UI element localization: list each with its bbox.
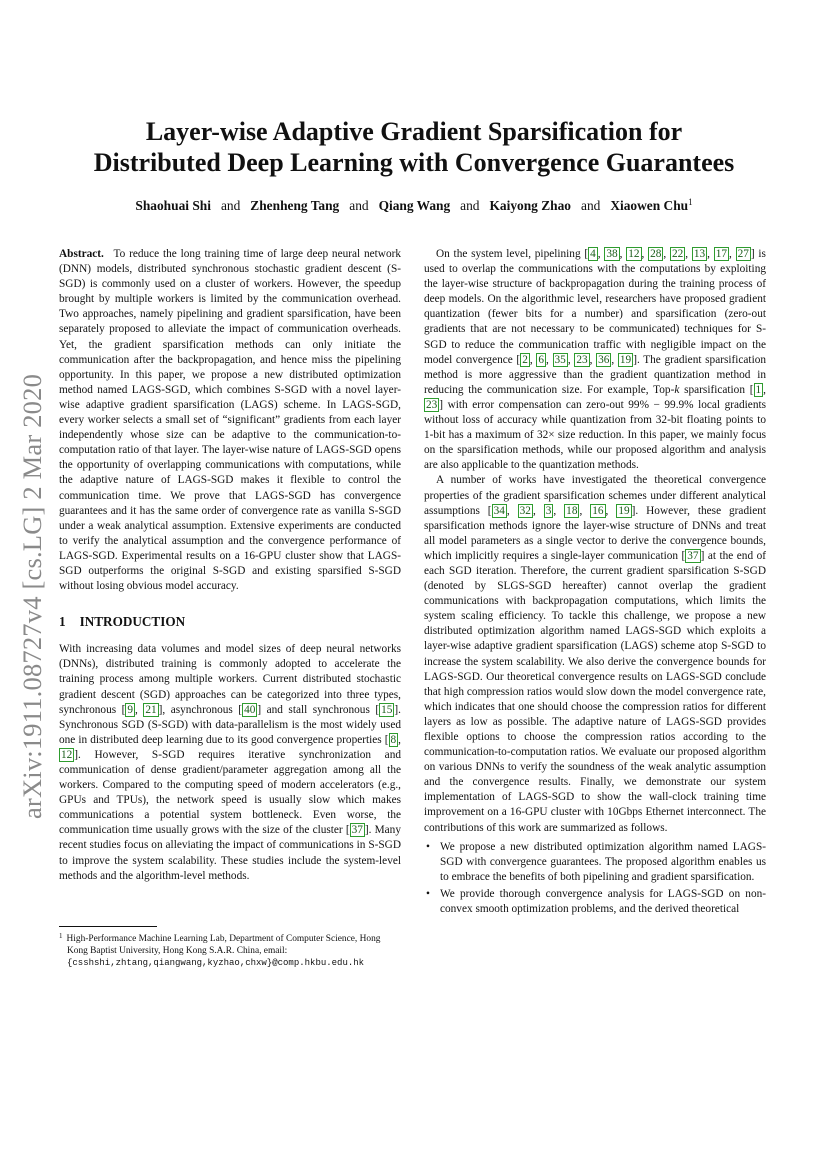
footnote-mark: 1 — [59, 932, 63, 940]
section-title: INTRODUCTION — [79, 614, 186, 630]
text-run: ] with error compensation can zero-out 99% − 99.9% local gradients without loss of accuracy while quantization from 32-bit floating points to 1-bit has a maximum of 32× size reduction. In this paper, we mainly focus on the sparsification methods, while our proposed algorithm and analysis are also applicable to the quantization methods. — [424, 398, 766, 472]
citation-link[interactable]: 12 — [61, 748, 73, 761]
citation-link[interactable]: 13 — [693, 248, 706, 260]
text-run: On the system level, pipelining [ — [436, 248, 589, 260]
arxiv-stamp — [8, 356, 58, 836]
left-column — [59, 247, 401, 884]
citation-link[interactable]: 35 — [554, 353, 566, 366]
citation-link[interactable]: 19 — [619, 353, 632, 366]
citation-group: 34 , 32 , 3 , 18 , 16 , 19 — [493, 504, 630, 517]
text-run: ]. Many recent studies focus on alleviating the impact of communications in S-SGD to improve the system scalability. These studies include the system-level methods and the algorithm-level methods. — [59, 824, 401, 882]
citation-link[interactable]: 8 — [390, 733, 397, 746]
intro-paragraph — [59, 642, 401, 884]
author-name: Qiang Wang — [378, 198, 451, 213]
author-name: Shaohuai Shi — [135, 198, 211, 213]
citation-link[interactable]: 21 — [145, 703, 157, 716]
citation-link[interactable]: 22 — [671, 248, 684, 260]
list-item-text: We provide thorough convergence analysis for LAGS-SGD on non-convex smooth optimization problems, and the derived theoretical — [440, 887, 766, 916]
citation-link[interactable]: 37 — [351, 824, 363, 837]
math-k: k — [674, 383, 680, 396]
citation-group: 1 , 23 — [426, 383, 766, 411]
title-line-2: Distributed Deep Learning with Convergence Guarantees — [93, 148, 735, 177]
citation-link[interactable]: 27 — [737, 248, 749, 260]
footnote-email[interactable]: {csshshi,zhtang,qiangwang,kyzhao,chxw}@comp.hkbu.edu.hk — [67, 958, 365, 968]
abstract-label: Abstract. — [59, 248, 104, 260]
paper-title — [40, 116, 788, 178]
citation-group: 2 , 6 , 35 , 23 , 36 , 19 — [522, 353, 632, 366]
author-separator: and — [220, 198, 241, 213]
citation-link[interactable]: 17 — [715, 248, 728, 260]
text-run: , — [135, 703, 144, 716]
author-name: Xiaowen Chu — [610, 198, 689, 213]
citation-link[interactable]: 16 — [592, 504, 604, 517]
text-run: ], asynchronous [ — [158, 703, 243, 716]
abstract-text: To reduce the long training time of large deep neural network (DNN) models, distributed synchronous stochastic gradient descent (S-SGD) is commonly used on a cluster of workers. However, the speedup brought by multiple workers is limited by the communication overhead. Two approaches, namely pipelining and gradient sparsification, have been separately proposed to alleviate the impact of communication overheads. Yet, the gradient sparsification methods can only initiate the communication after the backpropagation, and hence miss the pipelining opportunity. In this paper, we propose a new distributed optimization method named LAGS-SGD, which combines S-SGD with a novel layer-wise adaptive gradient sparsification (LAGS) scheme. In LAGS-SGD, every worker selects a small set of “significant” gradients from each layer independently whose size can be adaptive to the communication-to-computation ratio of that layer. The layer-wise nature of LAGS-SGD opens the opportunity of overlapping communications with computations, while the adaptive nature of LAGS-SGD makes it flexible to control the communication time. We prove that LAGS-SGD has convergence guarantees and it has the same order of convergence rate as vanilla S-SGD under a weak analytical assumption. Extensive experiments are conducted to verify the analytical assumption and the convergence performance of LAGS-SGD. Experimental results on a 16-GPU cluster show that LAGS-SGD outperforms the original S-SGD and existing sparsified S-SGD without losing obvious model accuracy. — [59, 248, 401, 593]
text-run: ] and stall synchronous [ — [257, 703, 380, 716]
footnote-rule — [59, 926, 157, 927]
convergence-paragraph — [424, 473, 766, 835]
citation-link[interactable]: 18 — [566, 504, 578, 517]
citation-link[interactable]: 37 — [687, 549, 699, 562]
citation-link[interactable]: 2 — [522, 353, 528, 366]
list-item-text: We propose a new distributed optimization algorithm named LAGS-SGD with convergence guarantees. The proposed algorithm enables us to embrace the benefits of both pipelining and gradient sparsification. — [440, 840, 766, 883]
text-run: ]. However, S-SGD requires iterative synchronization and communication of dense gradient/parameter aggregation among all the workers. Compared to the computing speed of modern accelerators (e.g., GPUs and TPUs), the network speed is usually slow which makes communications a potential system bottleneck. Even worse, the communication time usually grows with the size of the cluster [ — [59, 748, 401, 837]
author-name: Zhenheng Tang — [250, 198, 340, 213]
list-item — [424, 887, 766, 917]
bullet-icon: • — [426, 887, 430, 900]
section-heading — [59, 614, 401, 629]
author-footnote-mark: 1 — [688, 197, 693, 207]
citation-link[interactable]: 4 — [590, 248, 596, 260]
section-number: 1 — [59, 614, 66, 630]
text-run: sparsification [ — [679, 383, 754, 396]
text-run: ] at the end of each SGD iteration. Therefore, the current gradient sparsification S-SGD (denoted by SLGS-SGD hereafter) cannot overlap the gradient communications with backpropagation computations, which limits the system scaling efficiency. To tackle this challenge, we propose a new distributed optimization algorithm named LAGS-SGD which exploits a layer-wise adaptive gradient sparsification (LAGS) scheme atop S-SGD to increase the system scalability. We also derive the convergence bounds for LAGS-SGD. Our theoretical convergence results on LAGS-SGD conclude that high compression ratios would slow down the model convergence rate, which indicates that one should choose the compression ratios for different layers as low as possible. The adaptive nature of LAGS-SGD provides flexible options to choose the compression ratios according to the communication-to-computation ratios. We evaluate our proposed algorithm on various DNNs to verify the soundness of the weak analytic assumption and the convergence results. Finally, we demonstrate our system implementation of LAGS-SGD to show the wall-clock training time improvement on a 16-GPU cluster with 10Gbps Ethernet interconnect. The contributions of this work are summarized as follows. — [424, 549, 766, 834]
contribution-list — [424, 840, 766, 917]
right-column — [424, 247, 766, 919]
citation-link[interactable]: 36 — [598, 353, 610, 366]
citation-link[interactable]: 34 — [493, 504, 505, 517]
author-separator: and — [581, 198, 601, 213]
citation-link[interactable]: 15 — [381, 703, 393, 716]
citation-group: 4 , 38 , 12 , 28 , 22 , 13 , 17 , 27 — [590, 248, 749, 260]
author-list — [40, 198, 788, 214]
author-separator: and — [460, 198, 480, 213]
author-separator: and — [349, 198, 369, 213]
footnote — [59, 926, 401, 969]
citation-link[interactable]: 38 — [606, 248, 618, 260]
text-run: ] is used to overlap the communications with the computations by exploiting the layer-wise structure of backpropagation during the training process of deep models. On the algorithmic level, researchers have proposed gradient quantization (fewer bits for a number) and sparsification (zero-out gradients that are not necessary to be communicated) techniques for S-SGD to reduce the communication traffic with negligible impact on the model convergence [ — [424, 248, 766, 366]
footnote-text — [59, 933, 401, 969]
citation-link[interactable]: 32 — [519, 504, 531, 517]
citation-link[interactable]: 23 — [426, 398, 438, 411]
citation-link[interactable]: 9 — [127, 703, 134, 716]
text-run: , — [398, 733, 401, 746]
footnote-body: High-Performance Machine Learning Lab, Department of Computer Science, Hong Kong Baptist University, Hong Kong S.A.R. China, email: — [66, 934, 381, 956]
citation-link[interactable]: 40 — [244, 703, 256, 716]
citation-link[interactable]: 19 — [618, 504, 630, 517]
citation-link[interactable]: 3 — [545, 504, 552, 517]
text-run: ]. The gradient sparsification method is more aggressive than the gradient quantization method in reducing the communication size. For example, Top- — [424, 353, 767, 396]
text-run: ]. However, these gradient sparsification methods ignore the layer-wise structure of DNNs and treat all model parameters as a single vector to derive the convergence bounds, which implicitly requires a single-layer communication [ — [424, 504, 767, 562]
citation-link[interactable]: 6 — [538, 353, 545, 366]
text-run: ]. Synchronous SGD (S-SGD) with data-parallelism is the most widely used one in distributed deep learning due to its good convergence properties [ — [59, 703, 401, 746]
citation-link[interactable]: 28 — [650, 248, 662, 260]
text-run: A number of works have investigated the theoretical convergence properties of the gradient sparsification schemes under different analytical assumptions [ — [424, 474, 766, 517]
citation-link[interactable]: 23 — [576, 353, 588, 366]
system-level-paragraph — [424, 247, 766, 473]
bullet-icon: • — [426, 840, 430, 853]
title-line-1: Layer-wise Adaptive Gradient Sparsification for — [145, 117, 683, 146]
citation-link[interactable]: 12 — [628, 248, 640, 260]
text-run: With increasing data volumes and model sizes of deep neural networks (DNNs), distributed training is commonly adopted to accelerate the training process among multiple workers. Current distributed stochastic gradient descent (SGD) approaches can be categorized into three types, synchronous [ — [59, 643, 401, 716]
arxiv-id: arXiv:1911.08727v4 [cs.LG] 2 Mar 2020 — [17, 373, 48, 819]
citation-link[interactable]: 1 — [755, 383, 762, 396]
author-name: Kaiyong Zhao — [489, 198, 571, 213]
abstract — [59, 247, 401, 594]
list-item — [424, 840, 766, 885]
